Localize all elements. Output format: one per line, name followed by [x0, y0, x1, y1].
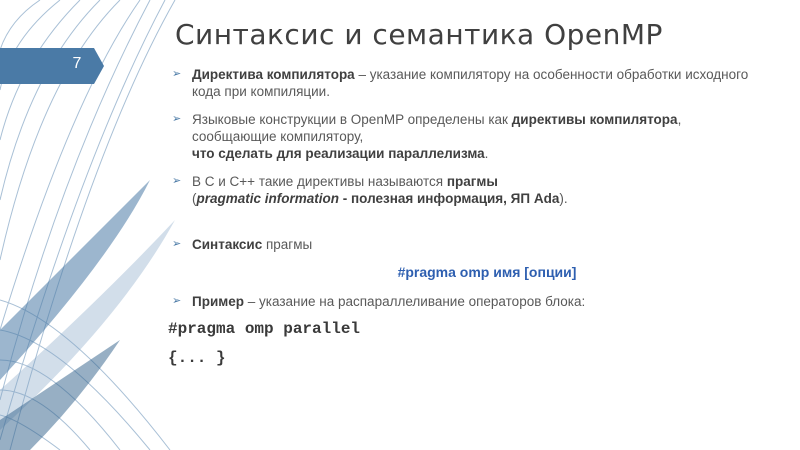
spacer — [172, 218, 762, 236]
code-line-pragma: #pragma omp parallel — [168, 320, 361, 338]
term-syntax: Синтаксис — [192, 237, 263, 252]
bullet-syntax — [172, 236, 762, 253]
bullet-text: , сообщающие компилятору, — [192, 112, 682, 144]
bullet-text: . — [484, 146, 489, 161]
arrow-bullet-icon: ➢ — [172, 238, 182, 250]
bullet-language-constructs — [172, 111, 762, 162]
bullet-pragmas — [172, 173, 762, 207]
bullet-text-bold: - полезная информация, ЯП Ada — [339, 191, 560, 206]
bullet-text: ( — [192, 191, 197, 206]
bullet-text: – указание компилятору на особенности обработки исходного кода при компиляции. — [192, 67, 749, 99]
bullet-text: Языковые конструкции в OpenMP определены как — [192, 112, 512, 127]
slide-content — [168, 66, 762, 367]
term-example: Пример — [192, 294, 244, 309]
term-compiler-directives: директивы компилятора — [511, 112, 678, 127]
bullet-example — [172, 293, 762, 310]
pragma-syntax: #pragma omp имя [опции] — [397, 264, 577, 280]
slide-number: 7 — [72, 55, 82, 72]
code-line-block: {... } — [168, 349, 226, 367]
slide-title: Синтаксис и семантика OpenMP — [175, 18, 663, 51]
term-parallelism: что сделать для реализации параллелизма — [192, 146, 485, 161]
bullet-text: прагмы — [262, 237, 313, 252]
term-directive: Директива компилятора — [192, 67, 355, 82]
bullet-directive — [172, 66, 762, 100]
arrow-bullet-icon: ➢ — [172, 68, 182, 80]
term-pragmatic-information: pragmatic information — [196, 191, 340, 206]
arrow-bullet-icon: ➢ — [172, 175, 182, 187]
bullet-text: В C и C++ такие директивы называются — [192, 174, 447, 189]
bullet-text: ). — [559, 191, 568, 206]
arrow-bullet-icon: ➢ — [172, 295, 182, 307]
term-pragmas: прагмы — [446, 174, 498, 189]
arrow-bullet-icon: ➢ — [172, 113, 182, 125]
bullet-text: – указание на распараллеливание операторов блока: — [244, 294, 586, 309]
